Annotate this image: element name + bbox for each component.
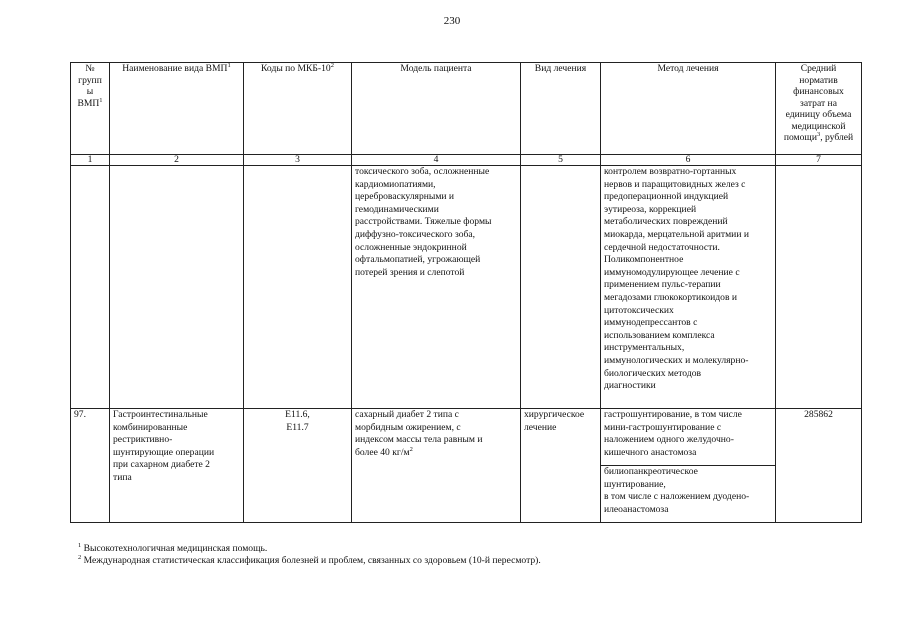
footnotes: [78, 543, 541, 567]
text-line: более 40 $кг/м^2$: [355, 445, 413, 458]
text-line: потерей зрения и слепотой: [355, 266, 465, 278]
text-line: токсического зоба, осложненные: [355, 166, 490, 177]
header-col7-line: Средний: [800, 63, 837, 74]
header-col1-line: №: [85, 63, 95, 74]
header-treatment-type: Вид лечения: [521, 63, 601, 155]
text-line: гастрошунтирование, в том числе: [604, 409, 742, 420]
footnote: $^1$ Высокотехнологичная медицинская помощь.: [78, 541, 268, 554]
treatment-method-cell: [601, 166, 776, 409]
text-line: сердечной недостаточности.: [604, 241, 720, 253]
empty-cell: [521, 166, 601, 409]
header-treatment-method: Метод лечения: [601, 63, 776, 155]
text-line: расстройствами. Тяжелые формы: [355, 216, 492, 228]
header-col1-line: ВМП$^1$: [77, 96, 103, 109]
icd-codes-cell: [244, 409, 352, 523]
header-col7-line: норматив: [799, 74, 838, 86]
column-number: 7: [776, 155, 862, 166]
text-line: шунтирование,: [604, 478, 666, 490]
text-line: шунтирующие операции: [113, 446, 215, 458]
text-line: билиопанкреотическое: [604, 466, 698, 477]
text-line: Поликомпонентное: [604, 254, 684, 266]
header-col7-line: финансовых: [793, 86, 844, 97]
vmp-name-cell: [110, 409, 244, 523]
text-line: гемодинамическими: [355, 203, 439, 215]
footnote: $^2$ Международная статистическая классификация болезней и проблем, связанных со здоровьем (10-й пересмотр).: [78, 553, 541, 566]
text-line: цитотоксических: [604, 304, 674, 316]
text-line: комбинированные: [113, 421, 188, 433]
text-line: контролем возвратно-гортанных: [604, 166, 737, 177]
text-line: офтальмопатией, угрожающей: [355, 254, 481, 266]
header-row: [71, 63, 862, 155]
treatment-method-cell: [601, 409, 776, 466]
text-line: диффузно-токсического зоба,: [355, 228, 476, 240]
patient-model-cell: [352, 166, 521, 409]
column-number: 4: [352, 155, 521, 166]
text-line: морбидным ожирением, с: [355, 421, 461, 433]
column-number: 2: [110, 155, 244, 166]
text-line: при сахарном диабете 2: [113, 459, 210, 471]
header-col1-line: ы: [86, 86, 94, 97]
header-vmp-name: Наименование вида ВМП$^1$: [110, 63, 244, 155]
text-line: нервов и паращитовидных желез с: [604, 178, 746, 190]
text-line: иммунологических и молекулярно-: [604, 354, 749, 366]
text-line: мегадозами глюкокортикоидов и: [604, 291, 738, 303]
column-number: 3: [244, 155, 352, 166]
text-line: индексом массы тела равным и: [355, 434, 483, 446]
header-average-cost: [776, 63, 862, 155]
text-line: инструментальных,: [604, 342, 685, 354]
continuation-row: [71, 166, 862, 409]
text-line: кишечного анастомоза: [604, 446, 697, 458]
text-line: сахарный диабет 2 типа с: [355, 409, 459, 420]
group-number-cell: 97.: [71, 409, 110, 523]
text-line: осложненные эндокринной: [355, 241, 467, 253]
column-number: 5: [521, 155, 601, 166]
icd-code: E11.6,: [285, 409, 310, 420]
header-group-number: [71, 63, 110, 155]
text-line: иммуномодулирующее лечение с: [604, 266, 740, 278]
text-line: биологических методов: [604, 367, 702, 379]
text-line: предоперационной индукцией: [604, 191, 729, 203]
text-line: цереброваскулярными и: [355, 191, 455, 203]
patient-model-cell: [352, 409, 521, 523]
header-col1-line: групп: [78, 74, 102, 86]
text-line: мини-гастрошунтирование с: [604, 421, 722, 433]
text-line: использованием комплекса: [604, 329, 715, 341]
text-line: рестриктивно-: [113, 434, 173, 446]
text-line: наложением одного желудочно-: [604, 434, 734, 446]
column-number-row: [71, 155, 862, 166]
page-number: 230: [443, 15, 461, 27]
text-line: Гастроинтестинальные: [113, 409, 208, 420]
text-line: илеоанастомоза: [604, 503, 669, 515]
text-line: иммунодепрессантов с: [604, 317, 698, 329]
treatment-method-cell: [601, 466, 776, 523]
empty-cell: [71, 166, 110, 409]
icd-code: E11.7: [286, 421, 309, 433]
header-icd-codes: Коды по МКБ-$10^2$: [244, 63, 352, 155]
header-col7-line: единицу объема: [785, 109, 852, 120]
table-row-97: [71, 409, 862, 466]
treatment-type-cell: [521, 409, 601, 523]
header-col7-line: медицинской: [791, 120, 846, 132]
header-patient-model: Модель пациента: [352, 63, 521, 155]
text-line: эутиреоза, коррекцией: [604, 203, 697, 215]
text-line: лечение: [524, 421, 557, 433]
column-number: 1: [71, 155, 110, 166]
empty-cell: [244, 166, 352, 409]
header-col7-line: затрат на: [800, 97, 837, 109]
column-number: 6: [601, 155, 776, 166]
text-line: в том числе с наложением дуодено-: [604, 491, 750, 503]
average-cost-cell: 285862: [776, 409, 862, 523]
empty-cell: [776, 166, 862, 409]
text-line: миокарда, мерцательной аритмии и: [604, 228, 749, 240]
empty-cell: [110, 166, 244, 409]
header-col7-line: помощи$^3$, рублей: [783, 130, 854, 143]
text-line: кардиомиопатиями,: [355, 178, 436, 190]
vmp-table: [70, 62, 862, 523]
text-line: метаболических повреждений: [604, 216, 728, 228]
text-line: типа: [113, 471, 132, 483]
text-line: хирургическое: [524, 409, 585, 420]
text-line: применением пульс-терапии: [604, 279, 721, 291]
text-line: диагностики: [604, 380, 656, 392]
